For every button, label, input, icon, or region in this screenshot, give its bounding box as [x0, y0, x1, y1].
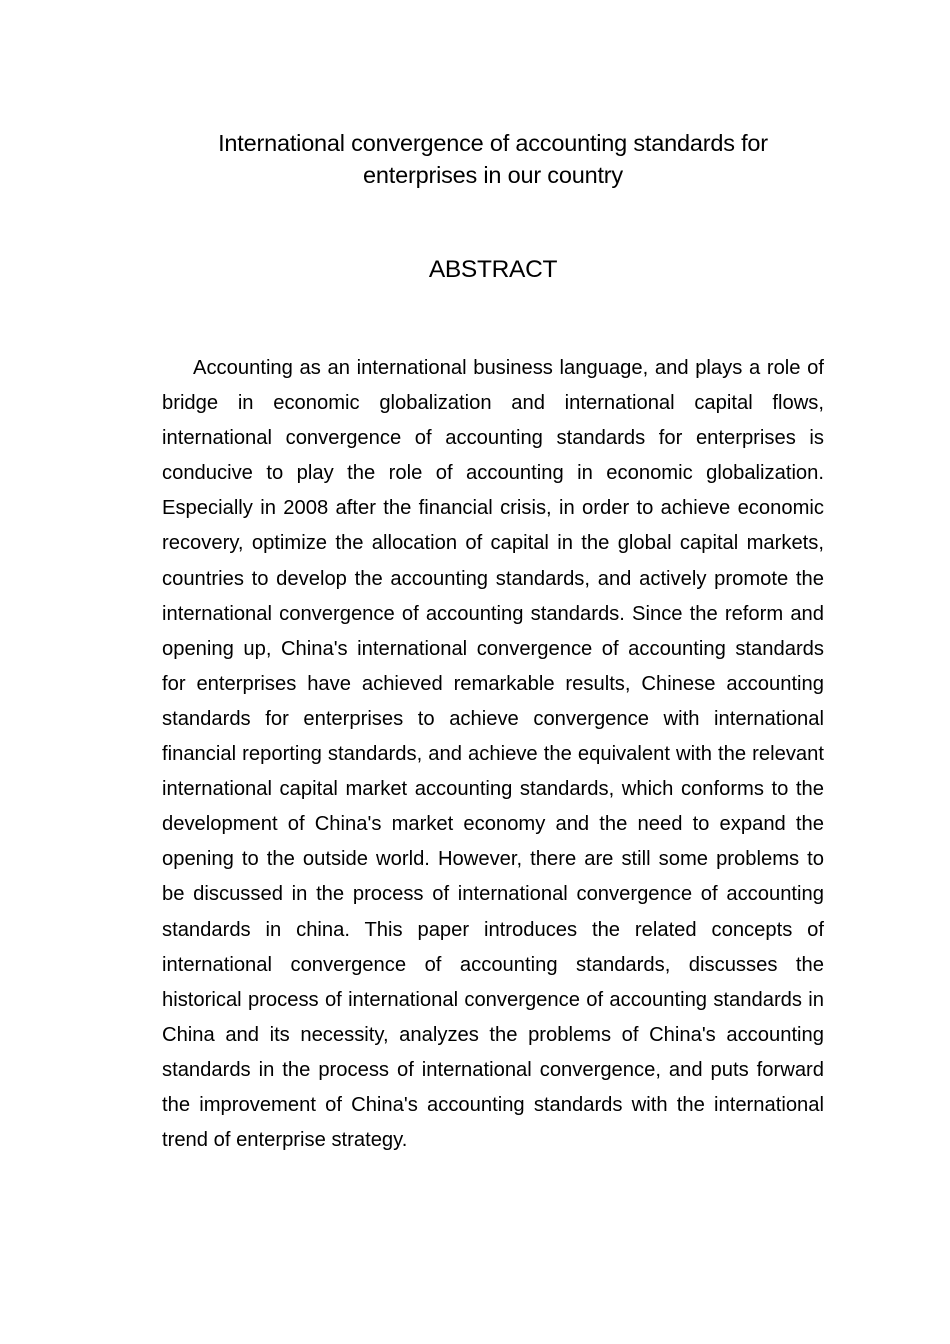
- title-line-2: enterprises in our country: [363, 162, 623, 188]
- abstract-paragraph: Accounting as an international business language, and plays a role of bridge in economic globalization and international capital flows, international convergence of accounting standards for enterprises is conducive to play the role of accounting in economic globalization. Especially in 2008 after the financial crisis, in order to achieve economic recovery, optimize the allocation of capital in the global capital markets, countries to develop the accounting standards, and actively promote the international convergence of accounting standards. Since the reform and opening up, China's international convergence of accounting standards for enterprises have achieved remarkable results, Chinese accounting standards for enterprises to achieve convergence with international financial reporting standards, and achieve the equivalent with the relevant international capital market accounting standards, which conforms to the development of China's market economy and the need to expand the opening to the outside world. However, there are still some problems to be discussed in the process of international convergence of accounting standards in china. This paper introduces the related concepts of international convergence of accounting standards, discusses the historical process of international convergence of accounting standards in China and its necessity, analyzes the problems of China's accounting standards in the process of international convergence, and puts forward the improvement of China's accounting standards with the international trend of enterprise strategy.: [162, 357, 824, 1152]
- document-title: [150, 127, 836, 191]
- abstract-heading: ABSTRACT: [428, 256, 558, 283]
- title-line-1: International convergence of accounting standards for: [218, 130, 768, 156]
